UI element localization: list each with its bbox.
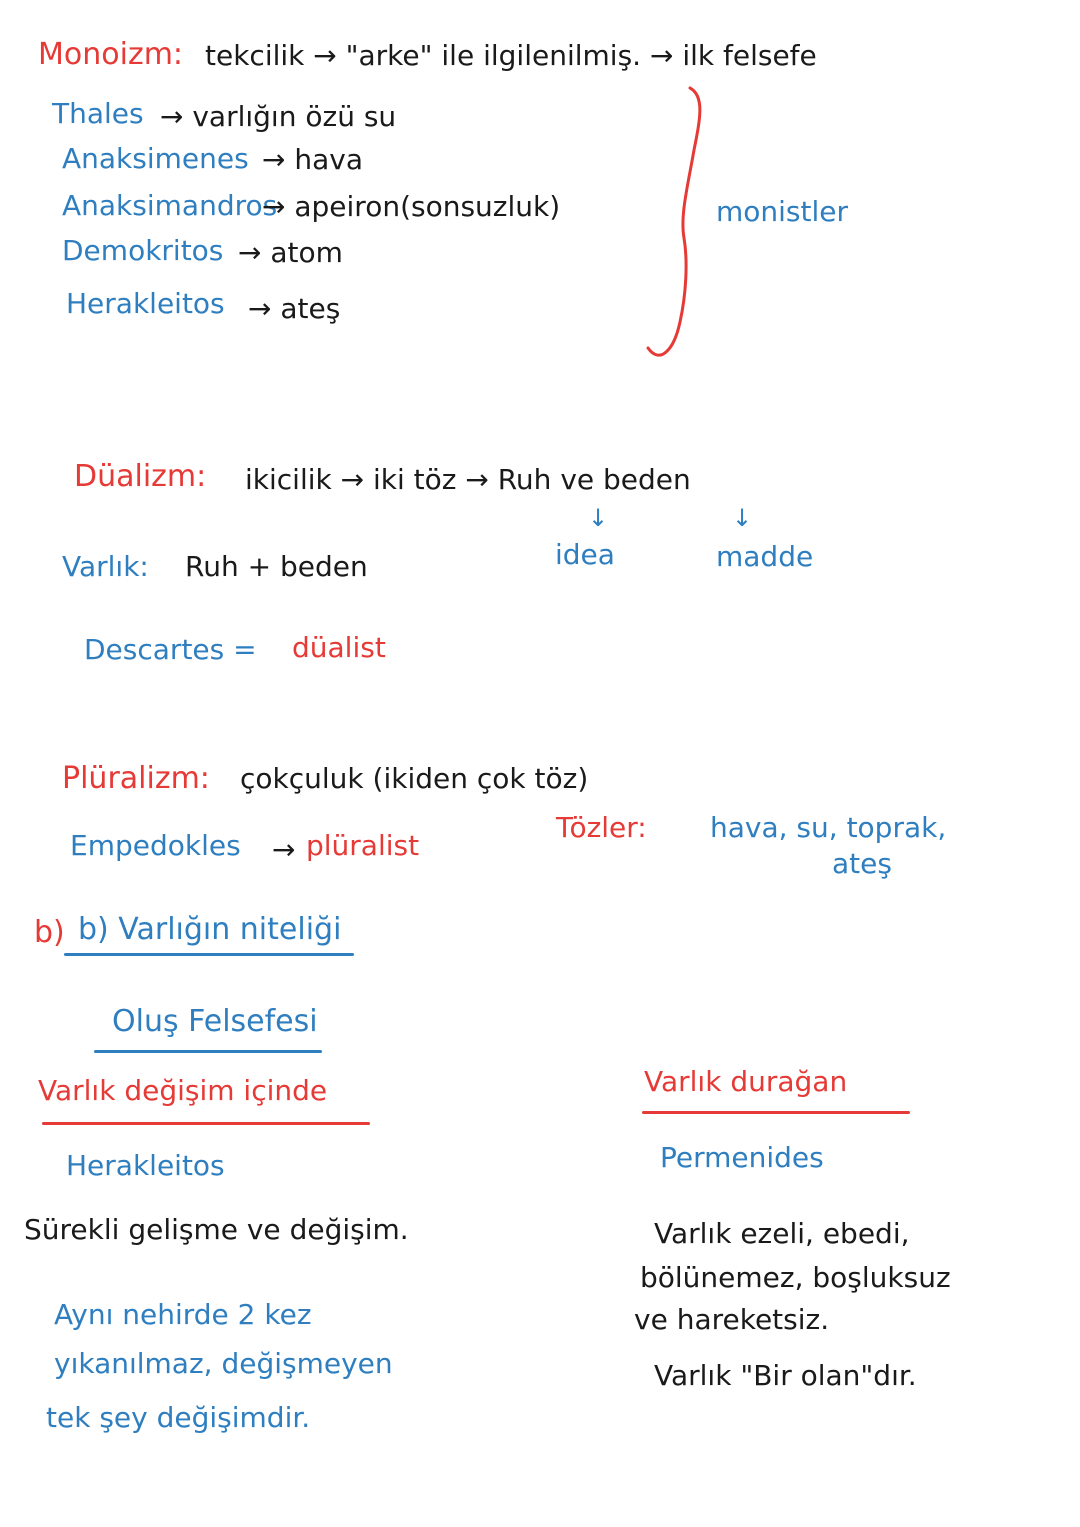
philosopher-desc-anaksimandros: → apeiron(sonsuzluk) — [262, 190, 561, 223]
section-b-marker: b) — [34, 915, 65, 950]
left-name: Herakleitos — [66, 1149, 225, 1182]
left-quote-line-3: tek şey değişimdir. — [46, 1401, 311, 1434]
philosopher-name-anaksimenes: Anaksimenes — [62, 142, 249, 175]
tozler-line-1: hava, su, toprak, — [710, 811, 947, 844]
descartes-label: Descartes = — [84, 633, 257, 666]
dualist-label: düalist — [292, 631, 386, 664]
pluralist-label: plüralist — [306, 829, 420, 862]
right-underline — [642, 1111, 910, 1114]
left-quote-line-2: yıkanılmaz, değişmeyen — [54, 1347, 393, 1380]
right-name: Permenides — [660, 1141, 824, 1174]
olus-underline — [94, 1050, 322, 1053]
right-quote: Varlık "Bir olan"dır. — [654, 1359, 917, 1392]
varlik-value: Ruh + beden — [185, 550, 368, 583]
nitelik-underline — [64, 953, 354, 956]
idea-label: idea — [555, 538, 615, 571]
olus-felsefesi-heading: Oluş Felsefesi — [112, 1004, 318, 1039]
curly-brace-icon — [0, 0, 1080, 400]
philosopher-name-thales: Thales — [52, 97, 144, 130]
empedokles-label: Empedokles — [70, 829, 241, 862]
right-text-line-1: Varlık ezeli, ebedi, — [654, 1217, 910, 1250]
dualizm-line: ikicilik → iki töz → Ruh ve beden — [245, 463, 691, 496]
pluralizm-line: çokçuluk (ikiden çok töz) — [240, 762, 589, 795]
empedokles-arrow-icon: → — [272, 833, 296, 866]
monoizm-heading: Monoizm: — [38, 37, 184, 72]
nitelik-heading: b) Varlığın niteliği — [78, 912, 342, 947]
philosopher-name-anaksimandros: Anaksimandros — [62, 189, 278, 222]
dualizm-heading: Düalizm: — [74, 459, 207, 494]
philosopher-desc-demokritos: → atom — [238, 236, 343, 269]
ruh-arrow-icon: ↓ — [588, 504, 609, 532]
monistler-label: monistler — [716, 195, 849, 228]
philosopher-name-demokritos: Demokritos — [62, 234, 224, 267]
madde-label: madde — [716, 540, 814, 573]
right-text-line-3: ve hareketsiz. — [634, 1303, 830, 1336]
philosopher-desc-anaksimenes: → hava — [262, 143, 363, 176]
right-heading: Varlık durağan — [644, 1065, 848, 1098]
left-heading: Varlık değişim içinde — [38, 1074, 328, 1107]
monoizm-line: tekcilik → "arke" ile ilgilenilmiş. → ilk felsefe — [205, 39, 817, 72]
philosopher-desc-herakleitos: → ateş — [248, 292, 341, 325]
varlik-label: Varlık: — [62, 550, 149, 583]
tozler-line-2: ateş — [832, 847, 892, 880]
left-quote-line-1: Aynı nehirde 2 kez — [54, 1298, 312, 1331]
philosopher-name-herakleitos: Herakleitos — [66, 287, 225, 320]
pluralizm-heading: Plüralizm: — [62, 761, 210, 796]
right-text-line-2: bölünemez, boşluksuz — [640, 1261, 951, 1294]
philosopher-desc-thales: → varlığın özü su — [160, 100, 397, 133]
beden-arrow-icon: ↓ — [732, 504, 753, 532]
tozler-label: Tözler: — [556, 811, 647, 844]
left-underline — [42, 1122, 370, 1125]
left-text: Sürekli gelişme ve değişim. — [24, 1213, 409, 1246]
